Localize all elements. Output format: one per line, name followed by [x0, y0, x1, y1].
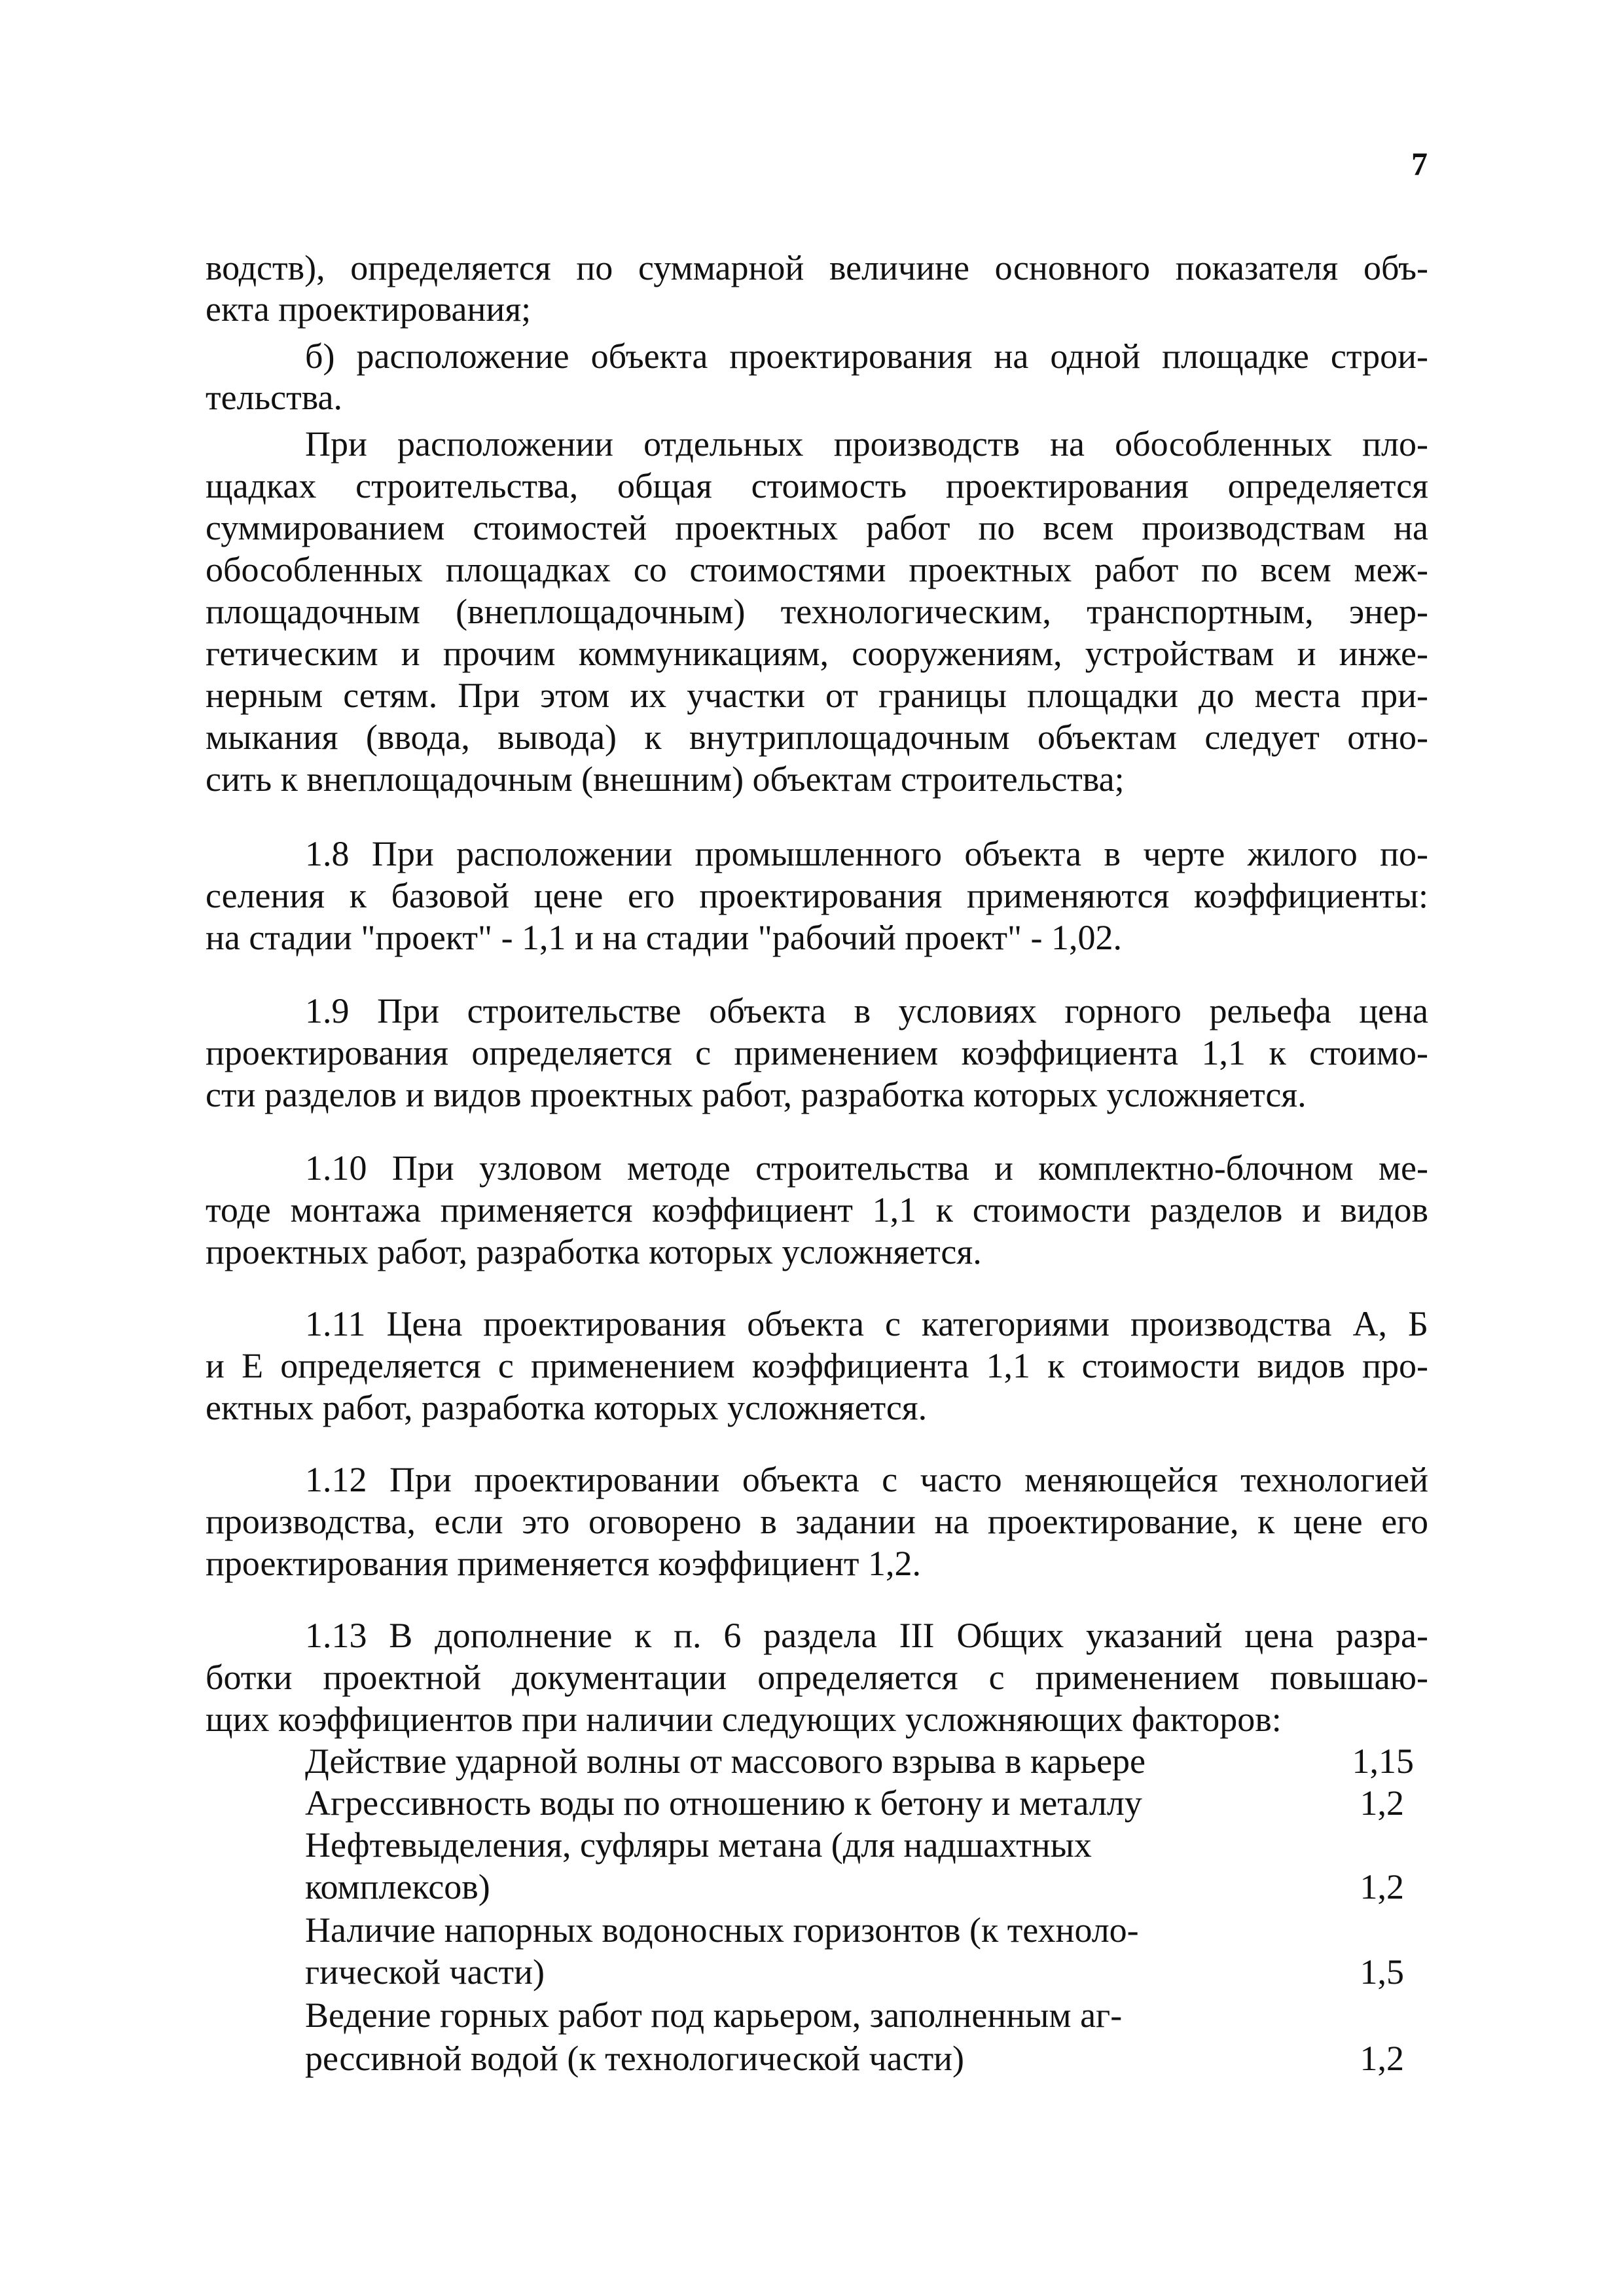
text-line: гетическим и прочим коммуникациям, сооружениям, устройствам и инже-: [206, 634, 1428, 673]
factor-coefficient: 1,5: [1360, 1952, 1404, 1992]
text-line: площадочным (внеплощадочным) технологическим, транспортным, энер-: [206, 592, 1428, 631]
factor-text: Ведение горных работ под карьером, заполненным аг-: [305, 1995, 1123, 2035]
text-line: ектных работ, разработка которых усложняется.: [206, 1388, 928, 1427]
text-line: проектных работ, разработка которых усложняется.: [206, 1232, 982, 1271]
factor-text: рессивной водой (к технологической части): [305, 2039, 965, 2078]
text-line: 1.9 При строительстве объекта в условиях горного рельефа цена: [305, 991, 1428, 1030]
factor-text: Нефтевыделения, суфляры метана (для надшахтных: [305, 1825, 1092, 1865]
text-line: производства, если это оговорено в задании на проектирование, к цене его: [206, 1502, 1428, 1541]
text-line: сить к внеплощадочным (внешним) объектам строительства;: [206, 759, 1125, 799]
factor-text: гической части): [305, 1952, 545, 1992]
text-line: 1.11 Цена проектирования объекта с категориями производства А, Б: [305, 1304, 1428, 1343]
text-line: проектирования применяется коэффициент 1,2.: [206, 1544, 921, 1583]
text-line: суммированием стоимостей проектных работ по всем производствам на: [206, 508, 1428, 547]
factor-coefficient: 1,15: [1352, 1741, 1414, 1781]
factor-text: Агрессивность воды по отношению к бетону и металлу: [305, 1783, 1142, 1823]
text-line: сти разделов и видов проектных работ, разработка которых усложняется.: [206, 1075, 1307, 1114]
text-line: 1.12 При проектировании объекта с часто меняющейся технологией: [305, 1460, 1428, 1499]
text-line: селения к базовой цене его проектирования применяются коэффициенты:: [206, 876, 1428, 915]
page-number: 7: [1411, 145, 1428, 182]
text-line: 1.13 В дополнение к п. 6 раздела III Общих указаний цена разра-: [305, 1616, 1428, 1655]
text-line: При расположении отдельных производств на обособленных пло-: [305, 424, 1428, 464]
text-line: щадках строительства, общая стоимость проектирования определяется: [206, 466, 1428, 505]
factor-text: Наличие напорных водоносных горизонтов (к техноло-: [305, 1910, 1139, 1950]
text-line: 1.8 При расположении промышленного объекта в черте жилого по-: [305, 834, 1428, 873]
text-line: екта проектирования;: [206, 289, 532, 329]
factor-text: комплексов): [305, 1867, 490, 1906]
text-line: 1.10 При узловом методе строительства и комплектно-блочном ме-: [305, 1148, 1428, 1188]
text-line: щих коэффициентов при наличии следующих усложняющих факторов:: [206, 1700, 1282, 1739]
text-line: нерным сетям. При этом их участки от границы площадки до места при-: [206, 676, 1428, 715]
text-line: обособленных площадках со стоимостями проектных работ по всем меж-: [206, 550, 1428, 589]
text-line: водств), определяется по суммарной величине основного показателя объ-: [206, 248, 1428, 287]
factor-coefficient: 1,2: [1360, 2039, 1404, 2078]
text-line: тоде монтажа применяется коэффициент 1,1 к стоимости разделов и видов: [206, 1190, 1428, 1230]
text-line: и Е определяется с применением коэффициента 1,1 к стоимости видов про-: [206, 1346, 1428, 1385]
text-line: проектирования определяется с применением коэффициента 1,1 к стоимо-: [206, 1033, 1428, 1072]
text-line: ботки проектной документации определяется с применением повышаю-: [206, 1658, 1428, 1697]
text-line: б) расположение объекта проектирования на одной площадке строи-: [305, 337, 1428, 376]
factor-coefficient: 1,2: [1360, 1867, 1404, 1906]
text-line: на стадии "проект" - 1,1 и на стадии "рабочий проект" - 1,02.: [206, 918, 1122, 957]
factor-coefficient: 1,2: [1360, 1783, 1404, 1823]
text-line: мыкания (ввода, вывода) к внутриплощадочным объектам следует отно-: [206, 718, 1428, 757]
factor-text: Действие ударной волны от массового взрыва в карьере: [305, 1741, 1146, 1781]
text-line: тельства.: [206, 378, 342, 417]
